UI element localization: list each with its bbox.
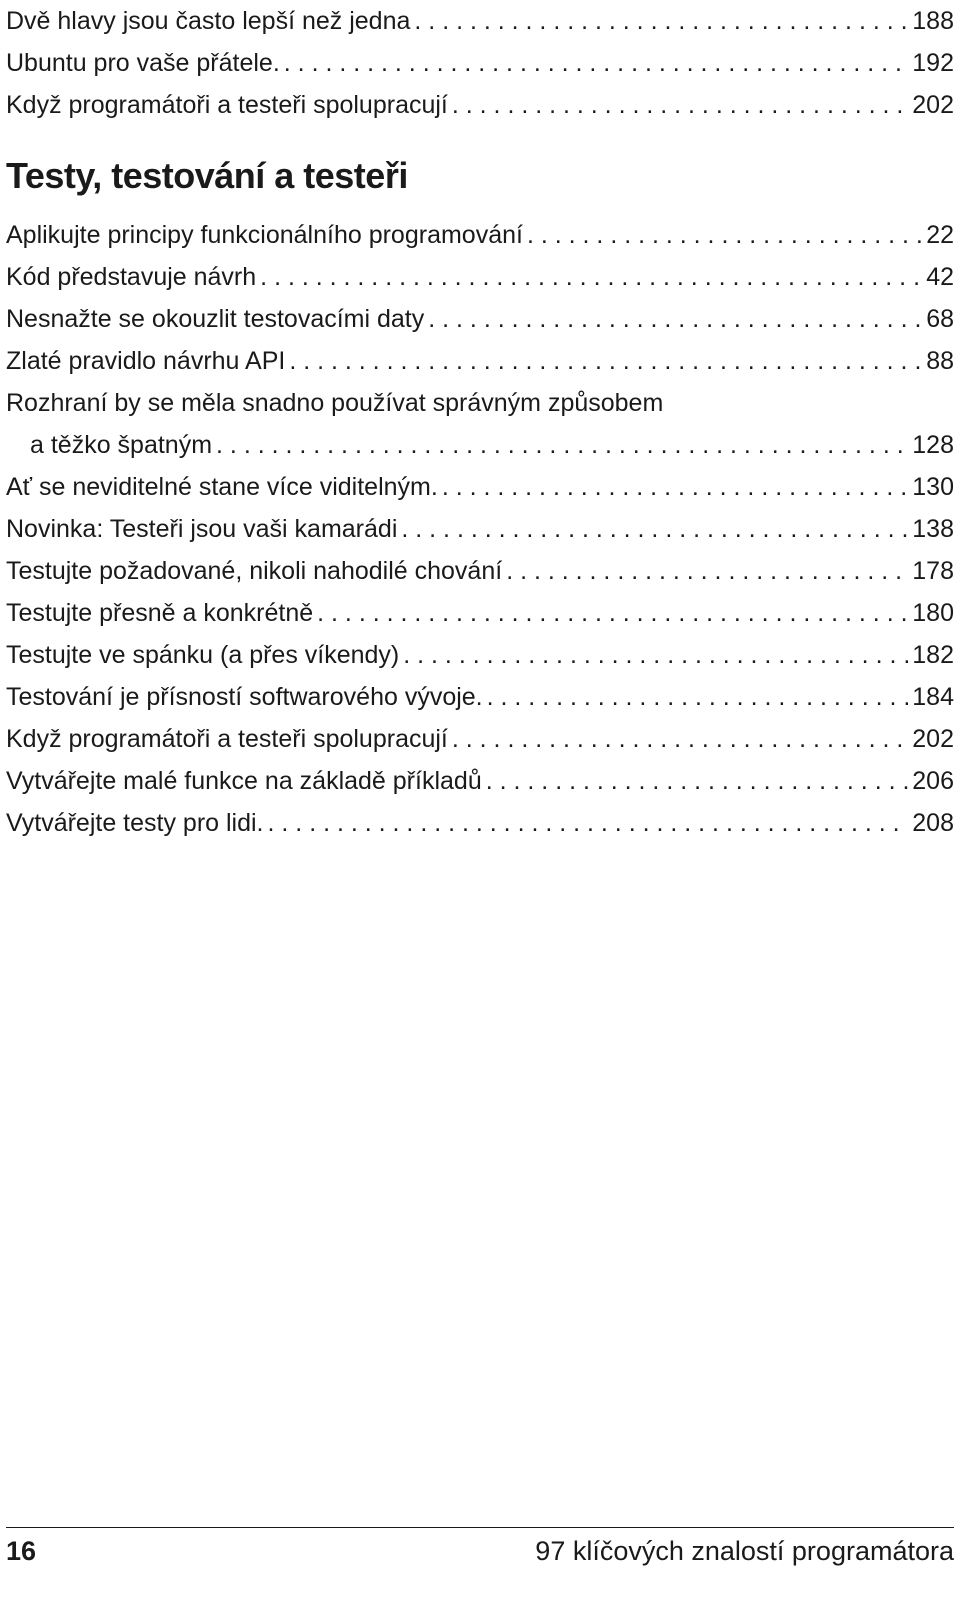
leader-dots [284,42,909,84]
toc-entry-page: 202 [912,91,954,119]
leader-dots [414,0,908,42]
toc-entry-title: Když programátoři a testeři spolupracují [6,725,448,753]
toc-entry-page: 206 [912,767,954,795]
table-of-contents [6,0,954,844]
toc-entry[interactable] [6,42,954,84]
toc-entry[interactable] [6,508,954,550]
toc-entry-title: Dvě hlavy jsou často lepší než jedna [6,7,411,35]
toc-entry[interactable] [6,550,954,592]
toc-entry[interactable] [6,676,954,718]
toc-entry-title: Zlaté pravidlo návrhu API [6,347,286,375]
leader-dots [260,256,922,298]
leader-dots [452,718,908,760]
leader-dots [268,802,909,844]
toc-entry-title: Novinka: Testeři jsou vaši kamarádi [6,515,398,543]
leader-dots [401,508,908,550]
toc-entry-title: Ubuntu pro vaše přátele. [6,49,280,77]
leader-dots [486,760,909,802]
toc-entry-title: Kód představuje návrh [6,263,257,291]
toc-entry[interactable] [6,718,954,760]
leader-dots [317,592,908,634]
leader-dots [452,84,908,126]
toc-entry-page: 192 [912,49,954,77]
toc-entry[interactable] [6,340,954,382]
toc-entry-page: 208 [912,809,954,837]
toc-entry[interactable] [6,466,954,508]
toc-entry-title: Aplikujte principy funkcionálního programování [6,221,523,249]
toc-entry-title: Vytvářejte testy pro lidi. [6,809,264,837]
book-title: 97 klíčových znalostí programátora [535,1536,954,1566]
toc-entry-page: 42 [926,263,954,291]
toc-entry-title: Testujte přesně a konkrétně [6,599,314,627]
toc-entry-title: Vytvářejte malé funkce na základě příkladů [6,767,482,795]
toc-entry[interactable] [6,802,954,844]
toc-entry-page: 138 [912,515,954,543]
page-footer [6,1527,954,1588]
toc-entry-page: 202 [912,725,954,753]
toc-entry-title: Testování je přísností softwarového vývoje. [6,683,483,711]
toc-entry-title: Testujte ve spánku (a přes víkendy) [6,641,400,669]
toc-entry[interactable] [6,760,954,802]
section-heading: Testy, testování a testeři [6,155,408,196]
leader-dots [403,634,908,676]
toc-entry-title-cont: a těžko špatným [30,431,213,459]
leader-dots [527,214,922,256]
toc-entry-page: 68 [926,305,954,333]
toc-entry[interactable] [6,84,954,126]
toc-entry-page: 22 [926,221,954,249]
toc-entry[interactable] [6,592,954,634]
toc-entry-title: Ať se neviditelné stane více viditelným. [6,473,438,501]
leader-dots [289,340,922,382]
toc-entry-page: 182 [912,641,954,669]
toc-entry-title: Když programátoři a testeři spolupracují [6,91,448,119]
toc-entry-continuation[interactable] [6,424,954,466]
leader-dots [487,676,909,718]
toc-entry-page: 88 [926,347,954,375]
toc-entry-page: 178 [912,557,954,585]
toc-entry[interactable] [6,298,954,340]
toc-entry-page: 184 [912,683,954,711]
toc-entry-page: 128 [912,431,954,459]
toc-entry-title: Nesnažte se okouzlit testovacími daty [6,305,425,333]
toc-entry[interactable] [6,382,954,424]
leader-dots [428,298,922,340]
toc-entry[interactable] [6,0,954,42]
leader-dots [216,424,908,466]
leader-dots [506,550,908,592]
toc-entry-page: 130 [912,473,954,501]
toc-entry-page: 180 [912,599,954,627]
toc-entry[interactable] [6,256,954,298]
toc-entry[interactable] [6,634,954,676]
toc-entry-title: Rozhraní by se měla snadno používat správným způsobem [6,389,664,417]
toc-entry-title: Testujte požadované, nikoli nahodilé chování [6,557,503,585]
toc-entry-page: 188 [912,7,954,35]
leader-dots [442,466,908,508]
toc-entry[interactable] [6,214,954,256]
page-number: 16 [6,1536,37,1566]
